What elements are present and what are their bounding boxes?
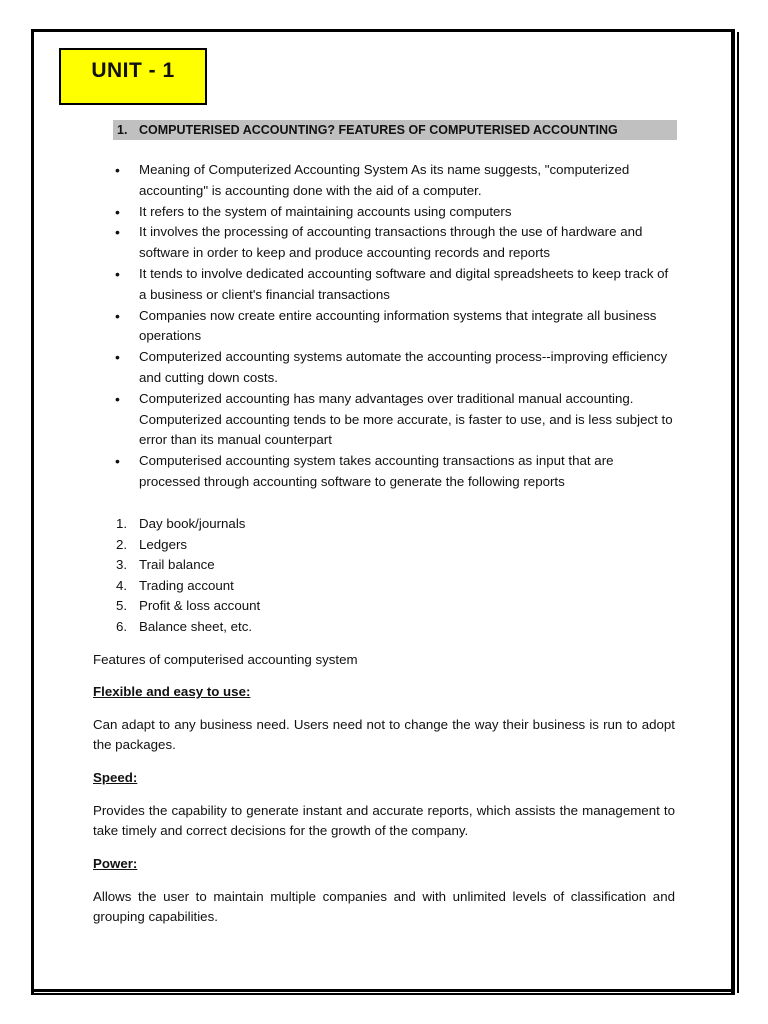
section-number: 1. (117, 123, 128, 137)
list-item (113, 617, 677, 638)
list-number: 3. (116, 557, 128, 573)
section-title: COMPUTERISED ACCOUNTING? FEATURES OF COMPUTERISED ACCOUNTING (139, 123, 618, 137)
list-item: • Computerised accounting system takes accounting transactions as input that are processed through accounting software to generate the following reports (113, 451, 677, 493)
list-number: 6. (116, 618, 128, 634)
list-item-text: Balance sheet, etc. (139, 618, 253, 634)
list-item: • Companies now create entire accounting information systems that integrate all business operations (113, 306, 677, 348)
reports-numbered-list (113, 514, 677, 638)
list-item: • It tends to involve dedicated accounting software and digital spreadsheets to keep track of a business or client's financial transactions (113, 264, 677, 306)
list-item (113, 576, 677, 597)
feature-body-flexible: Can adapt to any business need. Users need not to change the way their business is run to adopt the packages. (93, 717, 675, 753)
section-heading (113, 120, 677, 140)
list-item-text: Trading account (139, 577, 234, 593)
list-item (113, 514, 677, 535)
feature-heading-speed: Speed: (93, 770, 138, 785)
list-item: • It refers to the system of maintaining accounts using computers (113, 202, 677, 223)
list-item: • It involves the processing of accounting transactions through the use of hardware and software in order to keep and produce accounting records and reports (113, 222, 677, 264)
list-number: 5. (116, 598, 128, 614)
feature-heading-power: Power: (93, 856, 138, 871)
features-intro: Features of computerised accounting system (93, 652, 358, 667)
unit-title-box (59, 48, 207, 105)
list-item-text: Trail balance (139, 557, 215, 573)
list-item-text: Day book/journals (139, 516, 246, 531)
list-item: • Meaning of Computerized Accounting System As its name suggests, "computerized accounting" is accounting done with the aid of a computer. (113, 160, 677, 202)
list-item (113, 555, 677, 576)
meaning-bullet-list (113, 160, 677, 493)
feature-body-speed: Provides the capability to generate instant and accurate reports, which assists the management to take timely and correct decisions for the growth of the company. (93, 803, 675, 839)
unit-title: UNIT - 1 (91, 58, 175, 82)
list-number: 2. (116, 536, 128, 552)
list-number: 1. (116, 516, 128, 531)
list-item (113, 535, 677, 556)
page-border-right-line (737, 32, 739, 993)
feature-body-power: Allows the user to maintain multiple companies and with unlimited levels of classification and grouping capabilities. (93, 889, 675, 925)
list-item: • Computerized accounting has many advantages over traditional manual accounting. Computerized accounting tends to be more accurate, is faster to use, and is less subject to error than its manual counterpart (113, 389, 677, 451)
feature-heading-flexible: Flexible and easy to use: (93, 684, 251, 699)
page-border-bottom-line (31, 989, 735, 992)
list-item-text: Profit & loss account (139, 598, 261, 614)
list-item (113, 596, 677, 617)
list-item: • Computerized accounting systems automate the accounting process--improving efficiency and cutting down costs. (113, 347, 677, 389)
list-item-text: Ledgers (139, 536, 188, 552)
list-number: 4. (116, 577, 128, 593)
